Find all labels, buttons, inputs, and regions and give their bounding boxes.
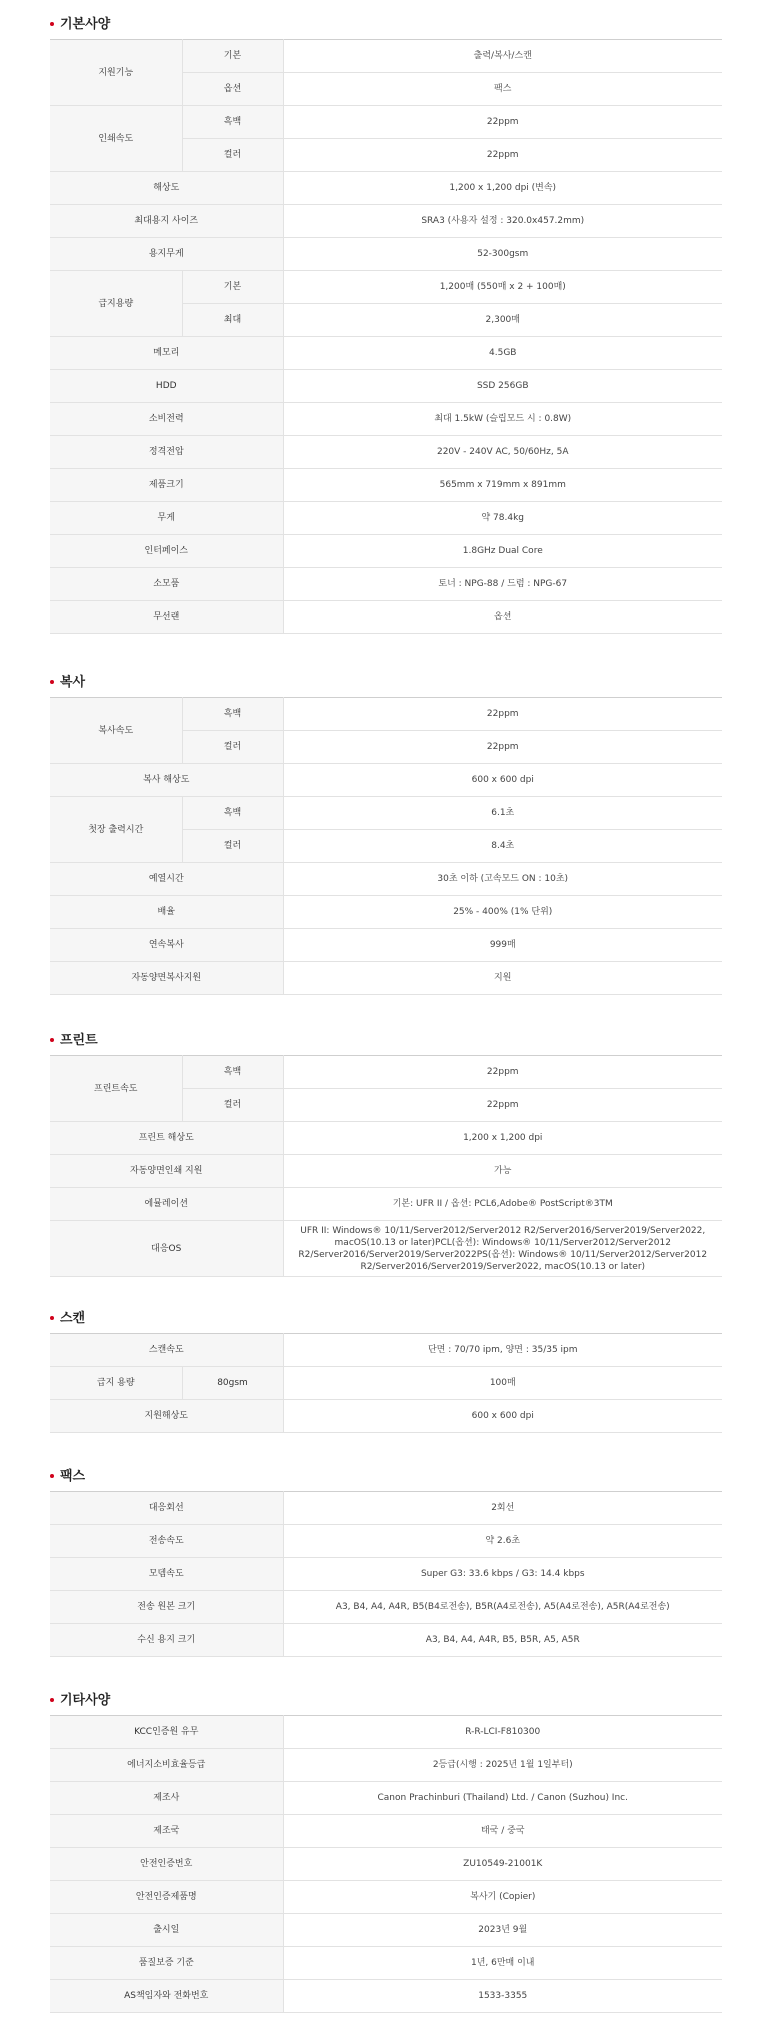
- section-title-copy: 복사: [50, 674, 85, 692]
- row-value: SSD 256GB: [283, 370, 722, 403]
- row-label: 지원기능: [50, 40, 182, 106]
- row-value: 최대 1.5kW (슬립모드 시 : 0.8W): [283, 403, 722, 436]
- table-row: [50, 1749, 722, 1782]
- table-row: [50, 40, 722, 73]
- row-label: 최대용지 사이즈: [50, 205, 283, 238]
- spec-table-copy: [50, 697, 722, 995]
- row-label: 예열시간: [50, 863, 283, 896]
- section-title-fax: 팩스: [50, 1468, 85, 1486]
- row-value: 100매: [283, 1367, 722, 1400]
- row-value: 기본: UFR II / 옵션: PCL6,Adobe® PostScript®3TM: [283, 1188, 722, 1221]
- table-row: [50, 601, 722, 634]
- row-label: 복사 해상도: [50, 764, 283, 797]
- spec-table-fax: [50, 1491, 722, 1657]
- table-row: [50, 1624, 722, 1657]
- table-row: [50, 1400, 722, 1433]
- table-row: [50, 1525, 722, 1558]
- table-row: [50, 238, 722, 271]
- section-title-scan: 스캔: [50, 1310, 85, 1328]
- row-value: 6.1초: [283, 797, 722, 830]
- row-label: 대응OS: [50, 1221, 283, 1277]
- row-label: 전송 원본 크기: [50, 1591, 283, 1624]
- row-label: 출시일: [50, 1914, 283, 1947]
- table-row: [50, 1492, 722, 1525]
- row-label: 제품크기: [50, 469, 283, 502]
- row-value: Super G3: 33.6 kbps / G3: 14.4 kbps: [283, 1558, 722, 1591]
- spec-table-scan: [50, 1333, 722, 1433]
- table-row: [50, 1056, 722, 1089]
- row-label: HDD: [50, 370, 283, 403]
- row-label: 에너지소비효율등급: [50, 1749, 283, 1782]
- table-row: [50, 962, 722, 995]
- row-value: 지원: [283, 962, 722, 995]
- row-label: 대응회선: [50, 1492, 283, 1525]
- row-label: 수신 용지 크기: [50, 1624, 283, 1657]
- table-row: [50, 370, 722, 403]
- row-value: Canon Prachinburi (Thailand) Ltd. / Canon (Suzhou) Inc.: [283, 1782, 722, 1815]
- row-label: 스캔속도: [50, 1334, 283, 1367]
- row-label: 연속복사: [50, 929, 283, 962]
- row-label: 무게: [50, 502, 283, 535]
- row-label: 해상도: [50, 172, 283, 205]
- table-row: [50, 205, 722, 238]
- table-row: [50, 1881, 722, 1914]
- row-sublabel: 80gsm: [182, 1367, 283, 1400]
- row-value: 2023년 9월: [283, 1914, 722, 1947]
- row-label: 급지용량: [50, 271, 182, 337]
- table-row: [50, 1558, 722, 1591]
- row-value: 복사기 (Copier): [283, 1881, 722, 1914]
- row-label: 제조국: [50, 1815, 283, 1848]
- row-value: 토너 : NPG-88 / 드럼 : NPG-67: [283, 568, 722, 601]
- row-label: 소비전력: [50, 403, 283, 436]
- row-value: 1,200 x 1,200 dpi: [283, 1122, 722, 1155]
- row-label: 프린트속도: [50, 1056, 182, 1122]
- row-value: SRA3 (사용자 설정 : 320.0x457.2mm): [283, 205, 722, 238]
- table-row: [50, 1221, 722, 1277]
- row-value: 22ppm: [283, 106, 722, 139]
- row-value: 1533-3355: [283, 1980, 722, 2013]
- table-row: [50, 1980, 722, 2013]
- row-value: 1,200매 (550매 x 2 + 100매): [283, 271, 722, 304]
- row-label: 자동양면복사지원: [50, 962, 283, 995]
- table-row: [50, 797, 722, 830]
- row-value: 옵션: [283, 601, 722, 634]
- row-label: 복사속도: [50, 698, 182, 764]
- row-value: 22ppm: [283, 731, 722, 764]
- table-row: [50, 469, 722, 502]
- section-title-basic: 기본사양: [50, 16, 110, 34]
- table-row: [50, 436, 722, 469]
- row-value: 2회선: [283, 1492, 722, 1525]
- row-sublabel: 기본: [182, 40, 283, 73]
- spec-table-print: [50, 1055, 722, 1277]
- row-label: 안전인증제품명: [50, 1881, 283, 1914]
- row-value: 2등급(시행 : 2025년 1월 1일부터): [283, 1749, 722, 1782]
- row-label: 메모리: [50, 337, 283, 370]
- row-value: 1년, 6만매 이내: [283, 1947, 722, 1980]
- row-sublabel: 흑백: [182, 698, 283, 731]
- section-title-etc: 기타사양: [50, 1692, 110, 1710]
- row-value: ZU10549-21001K: [283, 1848, 722, 1881]
- row-label: 배율: [50, 896, 283, 929]
- table-row: [50, 896, 722, 929]
- row-label: 안전인증번호: [50, 1848, 283, 1881]
- row-label: 자동양면인쇄 지원: [50, 1155, 283, 1188]
- row-sublabel: 컬러: [182, 1089, 283, 1122]
- row-sublabel: 기본: [182, 271, 283, 304]
- row-sublabel: 컬러: [182, 830, 283, 863]
- row-label: AS책임자와 전화번호: [50, 1980, 283, 2013]
- table-row: [50, 1122, 722, 1155]
- table-row: [50, 1155, 722, 1188]
- row-value: 약 78.4kg: [283, 502, 722, 535]
- row-label: 소모품: [50, 568, 283, 601]
- table-row: [50, 1848, 722, 1881]
- row-sublabel: 흑백: [182, 1056, 283, 1089]
- table-row: [50, 1591, 722, 1624]
- row-label: 모뎀속도: [50, 1558, 283, 1591]
- row-value: 팩스: [283, 73, 722, 106]
- row-sublabel: 옵션: [182, 73, 283, 106]
- table-row: [50, 172, 722, 205]
- row-value: 1,200 x 1,200 dpi (변속): [283, 172, 722, 205]
- table-row: [50, 1782, 722, 1815]
- spec-table-basic: [50, 39, 722, 634]
- row-value: 220V - 240V AC, 50/60Hz, 5A: [283, 436, 722, 469]
- row-value: 단면 : 70/70 ipm, 양면 : 35/35 ipm: [283, 1334, 722, 1367]
- table-row: [50, 1914, 722, 1947]
- bullet-icon: [50, 1698, 54, 1702]
- row-value: 2,300매: [283, 304, 722, 337]
- row-label: 프린트 해상도: [50, 1122, 283, 1155]
- row-value: 22ppm: [283, 698, 722, 731]
- row-value: 600 x 600 dpi: [283, 764, 722, 797]
- row-sublabel: 최대: [182, 304, 283, 337]
- table-row: [50, 1947, 722, 1980]
- table-row: [50, 1367, 722, 1400]
- row-sublabel: 컬러: [182, 139, 283, 172]
- table-row: [50, 764, 722, 797]
- row-label: 전송속도: [50, 1525, 283, 1558]
- bullet-icon: [50, 1316, 54, 1320]
- row-value: 600 x 600 dpi: [283, 1400, 722, 1433]
- row-label: KCC인증원 유무: [50, 1716, 283, 1749]
- table-row: [50, 502, 722, 535]
- table-row: [50, 337, 722, 370]
- table-row: [50, 1188, 722, 1221]
- row-label: 제조사: [50, 1782, 283, 1815]
- bullet-icon: [50, 680, 54, 684]
- row-value: 30초 이하 (고속모드 ON : 10초): [283, 863, 722, 896]
- row-value: 4.5GB: [283, 337, 722, 370]
- row-value: 22ppm: [283, 1089, 722, 1122]
- spec-table-etc: [50, 1715, 722, 2013]
- row-label: 인터페이스: [50, 535, 283, 568]
- row-sublabel: 흑백: [182, 106, 283, 139]
- table-row: [50, 106, 722, 139]
- table-row: [50, 1334, 722, 1367]
- row-label: 무선랜: [50, 601, 283, 634]
- row-value: A3, B4, A4, A4R, B5, B5R, A5, A5R: [283, 1624, 722, 1657]
- row-label: 정격전압: [50, 436, 283, 469]
- row-value: 22ppm: [283, 1056, 722, 1089]
- row-value: 999매: [283, 929, 722, 962]
- row-value: 태국 / 중국: [283, 1815, 722, 1848]
- bullet-icon: [50, 22, 54, 26]
- table-row: [50, 271, 722, 304]
- table-row: [50, 1815, 722, 1848]
- bullet-icon: [50, 1038, 54, 1042]
- row-value: R-R-LCI-F810300: [283, 1716, 722, 1749]
- row-value: 약 2.6초: [283, 1525, 722, 1558]
- row-value: 25% - 400% (1% 단위): [283, 896, 722, 929]
- table-row: [50, 698, 722, 731]
- bullet-icon: [50, 1474, 54, 1478]
- table-row: [50, 403, 722, 436]
- row-value: 가능: [283, 1155, 722, 1188]
- table-row: [50, 568, 722, 601]
- row-value: 출력/복사/스캔: [283, 40, 722, 73]
- row-value: 565mm x 719mm x 891mm: [283, 469, 722, 502]
- row-label: 인쇄속도: [50, 106, 182, 172]
- row-label: 첫장 출력시간: [50, 797, 182, 863]
- row-value: 1.8GHz Dual Core: [283, 535, 722, 568]
- table-row: [50, 535, 722, 568]
- row-value: UFR II: Windows® 10/11/Server2012/Server2012 R2/Server2016/Server2019/Server2022, macOS(10.13 or later)PCL(옵션): Windows® 10/11/Server2012/Server2012 R2/Server2016/Server2019/Server2022PS(옵션): Windows® 10/11/Server2012/Server2012 R2/Server2016/Server2019/Server2022, macOS(10.13 or later): [283, 1221, 722, 1277]
- row-label: 지원해상도: [50, 1400, 283, 1433]
- row-sublabel: 흑백: [182, 797, 283, 830]
- row-label: 급지 용량: [50, 1367, 182, 1400]
- row-sublabel: 컬러: [182, 731, 283, 764]
- row-label: 에뮬레이션: [50, 1188, 283, 1221]
- row-value: 52-300gsm: [283, 238, 722, 271]
- section-title-print: 프린트: [50, 1032, 98, 1050]
- row-value: 22ppm: [283, 139, 722, 172]
- row-value: 8.4초: [283, 830, 722, 863]
- table-row: [50, 1716, 722, 1749]
- row-label: 품질보증 기준: [50, 1947, 283, 1980]
- table-row: [50, 929, 722, 962]
- table-row: [50, 863, 722, 896]
- row-label: 용지무게: [50, 238, 283, 271]
- row-value: A3, B4, A4, A4R, B5(B4로전송), B5R(A4로전송), A5(A4로전송), A5R(A4로전송): [283, 1591, 722, 1624]
